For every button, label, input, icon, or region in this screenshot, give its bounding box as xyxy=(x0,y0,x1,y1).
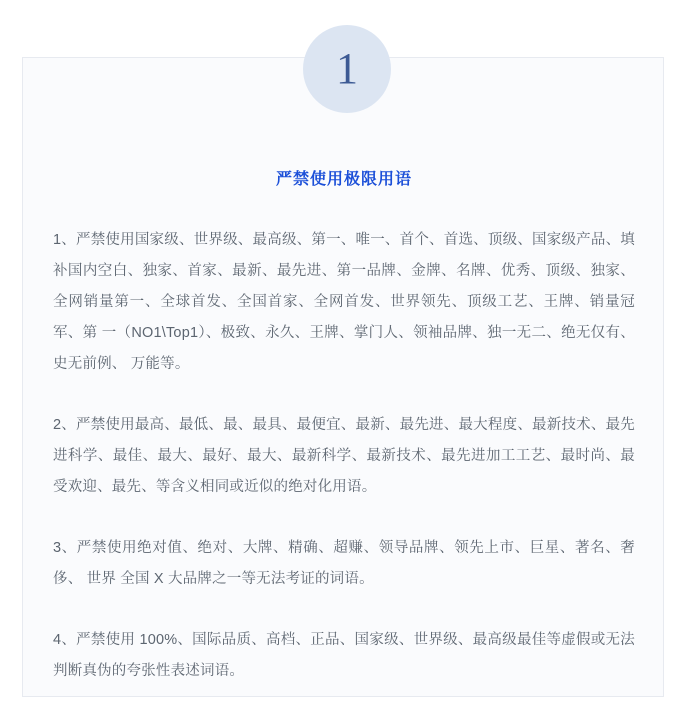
content-card xyxy=(22,57,664,697)
card-content xyxy=(23,58,665,687)
step-number-label: 1 xyxy=(336,44,358,93)
page-title: 严禁使用极限用语 xyxy=(275,171,412,188)
step-number-badge xyxy=(303,25,391,113)
rule-paragraph-3: 3、严禁使用绝对值、绝对、大牌、精确、超赚、领导品牌、领先上市、巨星、著名、奢侈、 世界 全国 X 大品牌之一等无法考证的词语。 xyxy=(53,540,635,587)
rule-paragraph-4: 4、严禁使用 100%、国际品质、高档、正品、国家级、世界级、最高级最佳等虚假或无法判断真伪的夸张性表述词语。 xyxy=(53,632,635,679)
rule-paragraph-2: 2、严禁使用最高、最低、最、最具、最便宜、最新、最先进、最大程度、最新技术、最先进科学、最佳、最大、最好、最大、最新科学、最新技术、最先进加工工艺、最时尚、最受欢迎、最先、等含义相同或近似的绝对化用语。 xyxy=(53,417,635,495)
rule-paragraph-1: 1、严禁使用国家级、世界级、最高级、第一、唯一、首个、首选、顶级、国家级产品、填补国内空白、独家、首家、最新、最先进、第一品牌、金牌、名牌、优秀、顶级、独家、全网销量第一、全球首发、全国首家、全网首发、世界领先、顶级工艺、王牌、销量冠军、第 一（NO1\Top1）、极致、永久、王牌、掌门人、领袖品牌、独一无二、绝无仅有、史无前例、 万能等。 xyxy=(53,232,635,372)
